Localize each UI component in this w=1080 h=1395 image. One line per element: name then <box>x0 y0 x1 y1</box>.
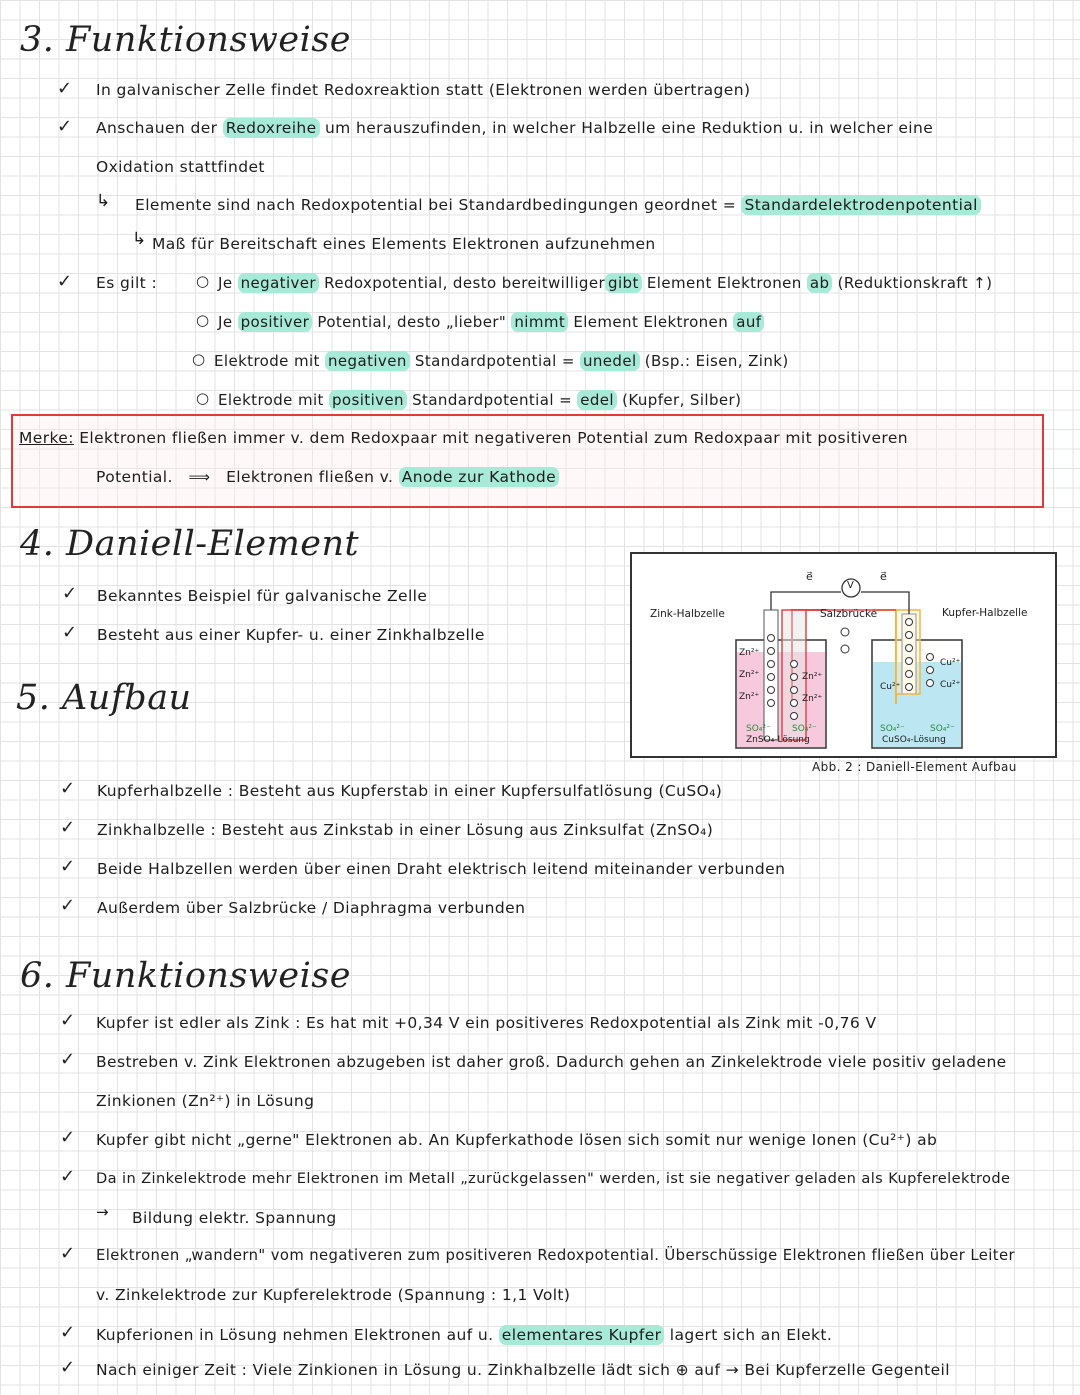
sec5-line-3: Beide Halbzellen werden über einen Draht elektrisch leitend miteinander verbunden <box>97 860 786 878</box>
merke-line-2 <box>96 468 559 486</box>
highlight: edel <box>577 390 617 410</box>
text: lagert sich an Elekt. <box>669 1326 833 1344</box>
check-icon: ✓ <box>60 817 76 838</box>
cu-ion-label: Cu²⁺ <box>940 680 961 690</box>
bullet-circle-icon: ○ <box>196 311 210 329</box>
text: Anschauen der <box>96 119 218 137</box>
text: Potential. <box>96 468 173 486</box>
electron-arrow-left: e⃗ <box>806 570 813 583</box>
highlight: unedel <box>580 351 640 371</box>
check-icon: ✓ <box>57 271 73 292</box>
sec6-line-7: Elektronen „wandern" vom negativeren zum positiveren Redoxpotential. Überschüssige Elektronen fließen über Leiter <box>96 1247 1015 1264</box>
zn-ion-label: Zn²⁺ <box>739 692 760 702</box>
sec6-line-8: v. Zinkelektrode zur Kupferelektrode (Spannung : 1,1 Volt) <box>96 1286 571 1304</box>
rule-3 <box>214 352 789 370</box>
sec5-line-2: Zinkhalbzelle : Besteht aus Zinkstab in einer Lösung aus Zinksulfat (ZnSO₄) <box>97 821 714 839</box>
sec6-line-6: Bildung elektr. Spannung <box>132 1209 337 1227</box>
so4-label: SO₄²⁻ <box>792 724 817 734</box>
salt-bridge-label: Salzbrücke <box>820 608 878 620</box>
sec6-line-3: Zinkionen (Zn²⁺) in Lösung <box>96 1092 315 1110</box>
figure-caption: Abb. 2 : Daniell-Element Aufbau <box>812 760 1017 774</box>
highlight: positiven <box>329 390 407 410</box>
cu-ion-label: Cu²⁺ <box>940 658 961 668</box>
text: Elektronen fließen immer v. dem Redoxpaar mit negativeren Potential zum Redoxpaar mit positiveren <box>79 429 908 447</box>
section-5-title: 5. Aufbau <box>16 678 192 718</box>
highlight: negativen <box>325 351 410 371</box>
check-icon: ✓ <box>60 778 76 799</box>
text: Element Elektronen <box>646 274 802 292</box>
merke-line-1 <box>19 429 908 447</box>
highlight: ab <box>807 273 833 293</box>
zn-ion-label: Zn²⁺ <box>802 672 823 682</box>
text: (Reduktionskraft ↑) <box>837 274 993 292</box>
text: um herauszufinden, in welcher Halbzelle eine Reduktion u. in welcher eine <box>324 119 934 137</box>
implies-arrow-icon: ⟹ <box>178 468 221 486</box>
check-icon: ✓ <box>60 856 76 877</box>
text: (Kupfer, Silber) <box>622 391 742 409</box>
check-icon: ✓ <box>60 1127 76 1148</box>
check-icon: ✓ <box>57 78 73 99</box>
text: Je <box>218 274 233 292</box>
highlight-redoxreihe: Redoxreihe <box>223 118 320 138</box>
section-6-title: 6. Funktionsweise <box>20 956 351 996</box>
bullet-circle-icon: ○ <box>196 389 210 407</box>
check-icon: ✓ <box>60 1322 76 1343</box>
daniell-element-figure <box>630 552 1057 758</box>
sec6-line-1: Kupfer ist edler als Zink : Es hat mit +0,34 V ein positiveres Redoxpotential als Zink mit -0,76 V <box>96 1014 877 1032</box>
copper-half-cell-label: Kupfer-Halbzelle <box>942 607 1028 619</box>
rule-2 <box>218 313 764 331</box>
sec3-line-3: Oxidation stattfindet <box>96 158 265 176</box>
text: Je <box>218 313 233 331</box>
turn-arrow-icon: ↳ <box>132 229 147 249</box>
highlight: auf <box>733 312 764 332</box>
daniell-diagram <box>632 554 1055 756</box>
highlight: gibt <box>605 273 642 293</box>
rule-4 <box>218 391 741 409</box>
so4-label: SO₄²⁻ <box>930 724 955 734</box>
sec6-line-5: Da in Zinkelektrode mehr Elektronen im Metall „zurückgelassen" werden, ist sie negativer geladen als Kupferelektrode <box>96 1170 1011 1187</box>
text: Kupferionen in Lösung nehmen Elektronen auf u. <box>96 1326 494 1344</box>
highlight: positiver <box>238 312 313 332</box>
text: Elektronen fließen v. <box>226 468 394 486</box>
highlight: nimmt <box>511 312 568 332</box>
check-icon: ✓ <box>60 1357 76 1378</box>
text: Standardpotential = <box>412 391 573 409</box>
sec3-line-1: In galvanischer Zelle findet Redoxreaktion statt (Elektronen werden übertragen) <box>96 81 751 99</box>
check-icon: ✓ <box>62 583 78 604</box>
check-icon: ✓ <box>60 1049 76 1070</box>
check-icon: ✓ <box>60 1010 76 1031</box>
voltmeter-label: V <box>847 580 854 591</box>
highlight-elementares-kupfer: elementares Kupfer <box>499 1325 665 1345</box>
sec6-line-2: Bestreben v. Zink Elektronen abzugeben ist daher groß. Dadurch gehen an Zinkelektrode viele positiv geladene <box>96 1053 1007 1071</box>
sec3-line-2 <box>96 119 933 137</box>
zinc-half-cell-label: Zink-Halbzelle <box>650 608 725 620</box>
text: Potential, desto „lieber" <box>317 313 507 331</box>
rule-1 <box>218 274 992 292</box>
text: Standardpotential = <box>414 352 575 370</box>
merke-label: Merke: <box>19 429 74 447</box>
zn-ion-label: Zn²⁺ <box>739 670 760 680</box>
text: Redoxpotential, desto bereitwilliger <box>324 274 606 292</box>
sec6-line-9 <box>96 1326 832 1344</box>
cu-solution-label: CuSO₄-Lösung <box>882 735 946 745</box>
text: Element Elektronen <box>573 313 729 331</box>
text: Elektrode mit <box>218 391 324 409</box>
turn-arrow-icon: ↳ <box>96 191 111 211</box>
text: Elemente sind nach Redoxpotential bei Standardbedingungen geordnet = <box>135 196 737 214</box>
text: Elektrode mit <box>214 352 320 370</box>
highlight-anode-kathode: Anode zur Kathode <box>399 467 559 487</box>
text: (Bsp.: Eisen, Zink) <box>644 352 789 370</box>
sec3-line-4 <box>135 196 981 214</box>
check-icon: ✓ <box>60 895 76 916</box>
check-icon: ✓ <box>57 116 73 137</box>
sec4-line-1: Bekanntes Beispiel für galvanische Zelle <box>97 587 428 605</box>
sec6-line-4: Kupfer gibt nicht „gerne" Elektronen ab. An Kupferkathode lösen sich somit nur wenige Ionen (Cu²⁺) ab <box>96 1131 938 1149</box>
section-4-title: 4. Daniell-Element <box>20 524 360 564</box>
electron-arrow-right: e⃗ <box>880 570 887 583</box>
sec3-line-5: Maß für Bereitschaft eines Elements Elektronen aufzunehmen <box>152 235 656 253</box>
highlight-standardelektrodenpotential: Standardelektrodenpotential <box>741 195 980 215</box>
check-icon: ✓ <box>60 1243 76 1264</box>
sec5-line-1: Kupferhalbzelle : Besteht aus Kupferstab in einer Kupfersulfatlösung (CuSO₄) <box>97 782 723 800</box>
check-icon: ✓ <box>60 1166 76 1187</box>
bullet-circle-icon: ○ <box>192 350 206 368</box>
bullet-circle-icon: ○ <box>196 272 210 290</box>
sec6-line-10: Nach einiger Zeit : Viele Zinkionen in Lösung u. Zinkhalbzelle lädt sich ⊕ auf → Bei Kupferzelle Gegenteil <box>96 1361 950 1379</box>
cu-ion-label: Cu²⁺ <box>880 682 901 692</box>
sec4-line-2: Besteht aus einer Kupfer- u. einer Zinkhalbzelle <box>97 626 485 644</box>
sec5-line-4: Außerdem über Salzbrücke / Diaphragma verbunden <box>97 899 526 917</box>
section-3-title: 3. Funktionsweise <box>20 20 351 60</box>
so4-label: SO₄²⁻ <box>880 724 905 734</box>
zn-ion-label: Zn²⁺ <box>739 648 760 658</box>
right-arrow-icon: → <box>96 1203 109 1221</box>
so4-label: SO₄²⁻ <box>746 724 771 734</box>
zn-solution-label: ZnSO₄-Lösung <box>746 735 810 745</box>
check-icon: ✓ <box>62 622 78 643</box>
highlight: negativer <box>238 273 319 293</box>
zn-ion-label: Zn²⁺ <box>802 694 823 704</box>
es-gilt-label: Es gilt : <box>96 274 158 292</box>
